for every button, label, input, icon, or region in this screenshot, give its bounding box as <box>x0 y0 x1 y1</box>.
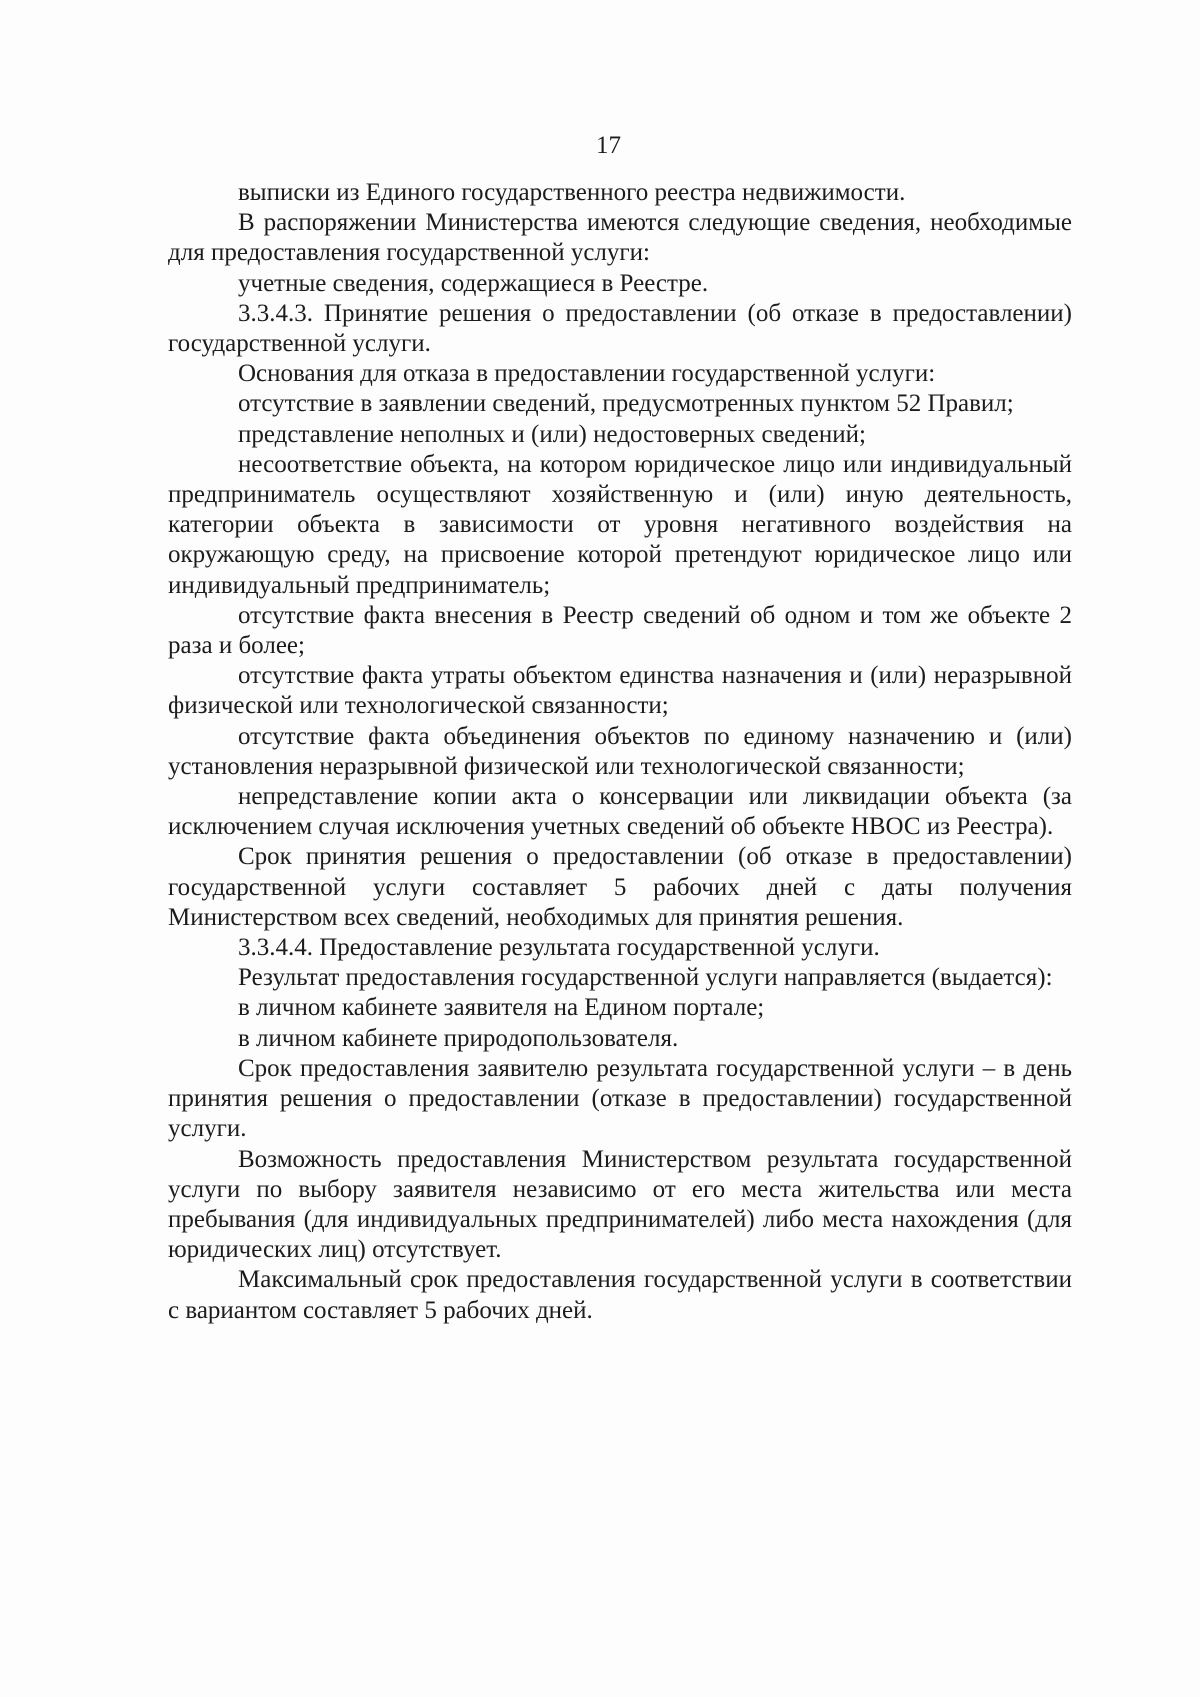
paragraph: отсутствие факта объединения объектов по единому назначению и (или) установления неразрывной физической или технологической связанности; <box>168 722 1072 780</box>
paragraph: в личном кабинете заявителя на Едином портале; <box>238 994 765 1022</box>
document-body <box>168 178 1072 1326</box>
paragraph: выписки из Единого государственного реестра недвижимости. <box>238 179 906 206</box>
paragraph: непредставление копии акта о консервации или ликвидации объекта (за исключением случая исключения учетных сведений об объекте НВОС из Реестра). <box>168 783 1072 841</box>
paragraph: Срок предоставления заявителю результата государственной услуги – в день принятия решения о предоставлении (отказе в предоставлении) государственной услуги. <box>168 1054 1072 1143</box>
paragraph: отсутствие факта утраты объектом единства назначения и (или) неразрывной физической или технологической связанности; <box>168 662 1072 720</box>
paragraph: представление неполных и (или) недостоверных сведений; <box>238 420 866 448</box>
paragraph: Максимальный срок предоставления государственной услуги в соответствии с вариантом составляет 5 рабочих дней. <box>168 1266 1072 1324</box>
paragraph: Срок принятия решения о предоставлении (об отказе в предоставлении) государственной услуги составляет 5 рабочих дней с даты получения Министерством всех сведений, необходимых для принятия решения. <box>168 843 1072 931</box>
paragraph: 3.3.4.4. Предоставление результата государственной услуги. <box>238 934 880 962</box>
paragraph: в личном кабинете природопользователя. <box>238 1024 679 1052</box>
paragraph: Возможность предоставления Министерством результата государственной услуги по выбору заявителя независимо от его места жительства или места пребывания (для индивидуальных предпринимателей) либо места нахождения (для юридических лиц) отсутствует. <box>168 1145 1072 1264</box>
paragraph: несоответствие объекта, на котором юридическое лицо или индивидуальный предприниматель осуществляют хозяйственную и (или) иную деятельность, категории объекта в зависимости от уровня негативного воздействия на окружающую среду, на присвоение которой претендуют юридическое лицо или индивидуальный предприниматель; <box>168 450 1072 599</box>
paragraph: 3.3.4.3. Принятие решения о предоставлении (об отказе в предоставлении) государственной услуги. <box>168 299 1072 358</box>
paragraph: Основания для отказа в предоставлении государственной услуги: <box>238 360 936 388</box>
paragraph: отсутствие факта внесения в Реестр сведений об одном и том же объекте 2 раза и более; <box>168 601 1072 660</box>
paragraph: учетные сведения, содержащиеся в Реестре. <box>238 269 709 297</box>
paragraph: отсутствие в заявлении сведений, предусмотренных пунктом 52 Правил; <box>238 390 1014 418</box>
page-number: 17 <box>596 132 621 159</box>
paragraph: Результат предоставления государственной услуги направляется (выдается): <box>238 964 1053 992</box>
paragraph: В распоряжении Министерства имеются следующие сведения, необходимые для предоставления государственной услуги: <box>168 209 1072 267</box>
